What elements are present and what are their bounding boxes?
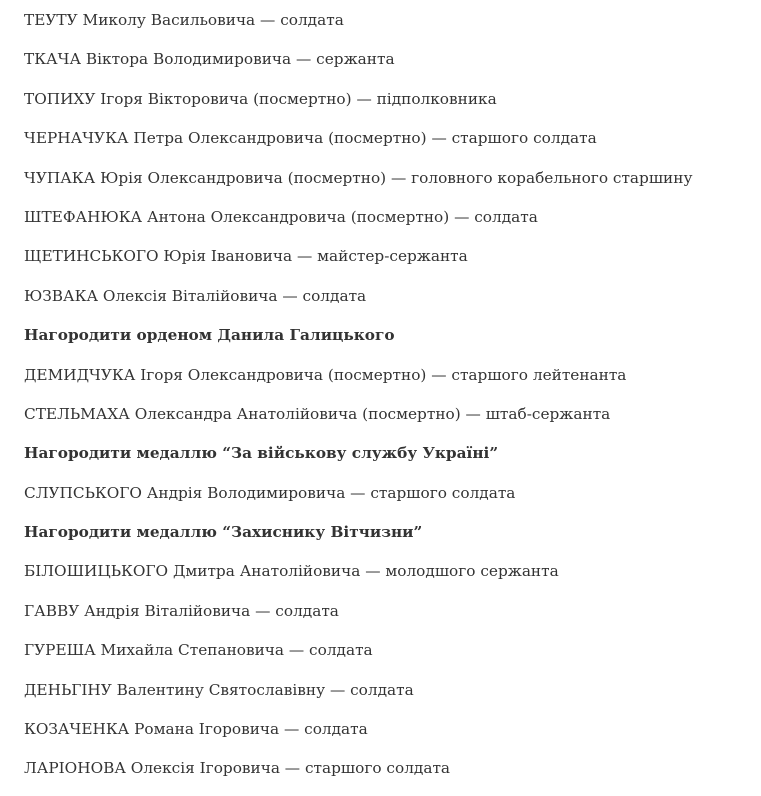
award-recipient: ЧЕРНАЧУКА Петра Олександровича (посмертно) — старшого солдата bbox=[24, 129, 597, 148]
award-recipient: КОЗАЧЕНКА Романа Ігоровича — солдата bbox=[24, 720, 368, 739]
award-recipient: СЛУПСЬКОГО Андрія Володимировича — старшого солдата bbox=[24, 483, 516, 502]
award-recipient: ЧУПАКА Юрія Олександровича (посмертно) — головного корабельного старшину bbox=[24, 168, 693, 187]
award-recipient: ТКАЧА Віктора Володимировича — сержанта bbox=[24, 50, 395, 69]
section-heading: Нагородити орденом Данила Галицького bbox=[24, 326, 395, 345]
award-recipient: ДЕНЬГІНУ Валентину Святославівну — солдата bbox=[24, 680, 414, 699]
award-recipient: ЛАРІОНОВА Олексія Ігоровича — старшого солдата bbox=[24, 759, 451, 778]
award-recipient: СТЕЛЬМАХА Олександра Анатолійовича (посмертно) — штаб-сержанта bbox=[24, 404, 611, 423]
award-recipient: ГУРЕША Михайла Степановича — солдата bbox=[24, 641, 373, 660]
award-recipient: ДЕМИДЧУКА Ігоря Олександровича (посмертно) — старшого лейтенанта bbox=[24, 365, 627, 384]
award-recipient: ТЕУТУ Миколу Васильовича — солдата bbox=[24, 11, 344, 29]
award-recipient: ШТЕФАНЮКА Антона Олександровича (посмертно) — солдата bbox=[24, 207, 538, 226]
award-recipient: ЮЗВАКА Олексія Віталійовича — солдата bbox=[24, 286, 367, 305]
section-heading: Нагородити медаллю “За військову службу Україні” bbox=[24, 444, 499, 463]
award-recipient: ГАВВУ Андрія Віталійовича — солдата bbox=[24, 601, 339, 620]
section-heading: Нагородити медаллю “Захиснику Вітчизни” bbox=[24, 523, 423, 542]
award-recipient: ЩЕТИНСЬКОГО Юрія Івановича — майстер-сержанта bbox=[24, 247, 468, 266]
award-recipient: БІЛОШИЦЬКОГО Дмитра Анатолійовича — молодшого сержанта bbox=[24, 562, 559, 581]
award-recipient: ТОПИХУ Ігоря Вікторовича (посмертно) — підполковника bbox=[24, 89, 497, 108]
